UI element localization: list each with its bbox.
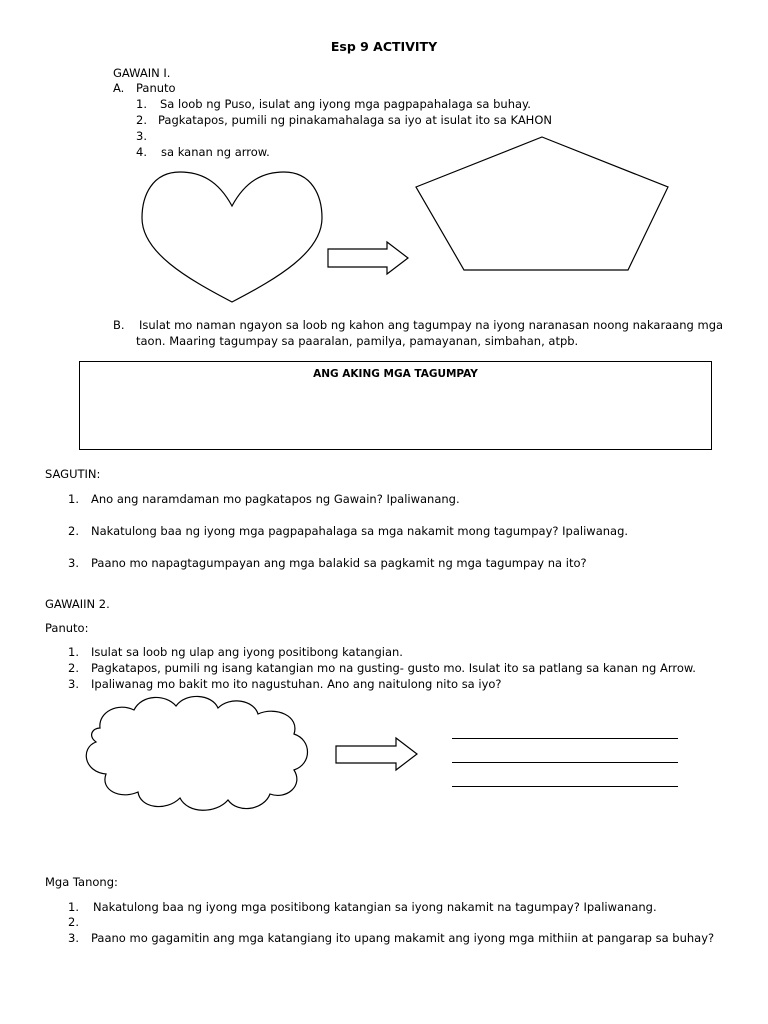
step-text: Pagkatapos, pumili ng isang katangian mo na gusting- gusto mo. Isulat ito sa patlang sa kanan ng Arrow.: [91, 661, 696, 675]
step-text: Ipaliwanag mo bakit mo ito nagustuhan. Ano ang naitulong nito sa iyo?: [91, 677, 502, 691]
step-text: Pagkatapos, pumili ng pinakamahalaga sa iyo at isulat ito sa KAHON: [158, 113, 552, 127]
step-text: Isulat sa loob ng ulap ang iyong positibong katangian.: [91, 645, 403, 659]
question-text: Nakatulong baa ng iyong mga positibong katangian sa iyong nakamit na tagumpay? Ipaliwanang.: [93, 900, 657, 914]
gawain1-heading: GAWAIN I.: [113, 66, 171, 80]
step-number: 2.: [68, 661, 79, 675]
question-text: Ano ang naramdaman mo pagkatapos ng Gawain? Ipaliwanang.: [91, 492, 460, 506]
section-a-label: Panuto: [136, 81, 176, 95]
step-number: 1.: [68, 645, 79, 659]
question-text: Nakatulong baa ng iyong mga pagpapahalaga sa mga nakamit mong tagumpay? Ipaliwanag.: [91, 524, 629, 538]
step-number: 3.: [136, 129, 147, 143]
step-text: sa kanan ng arrow.: [161, 145, 270, 159]
section-a-letter: A.: [113, 81, 125, 95]
answer-line[interactable]: [452, 738, 678, 739]
step-text: Sa loob ng Puso, isulat ang iyong mga pagpapahalaga sa buhay.: [160, 97, 531, 111]
question-number: 2.: [68, 524, 79, 538]
question-number: 3.: [68, 931, 79, 945]
question-number: 3.: [68, 556, 79, 570]
question-text: Paano mo gagamitin ang mga katangiang ito upang makamit ang iyong mga mithiin at pangarap sa buhay?: [91, 931, 715, 945]
answer-line[interactable]: [452, 762, 678, 763]
question-number: 2.: [68, 915, 79, 929]
step-number: 1.: [136, 97, 147, 111]
question-text: Paano mo napagtagumpayan ang mga balakid sa pagkamit ng mga tagumpay na ito?: [91, 556, 587, 570]
page-title: Esp 9 ACTIVITY: [330, 39, 438, 54]
answer-line[interactable]: [452, 786, 678, 787]
question-number: 1.: [68, 900, 79, 914]
section-b-letter: B.: [113, 318, 125, 332]
section-b-line1: Isulat mo naman ngayon sa loob ng kahon ang tagumpay na iyong naranasan noong nakaraang mga: [139, 318, 724, 332]
tagumpay-box-title: ANG AKING MGA TAGUMPAY: [313, 368, 478, 380]
question-number: 1.: [68, 492, 79, 506]
step-number: 2.: [136, 113, 147, 127]
gawain2-panuto: Panuto:: [45, 621, 89, 635]
gawain2-heading: GAWAIIN 2.: [45, 597, 110, 611]
mga-tanong-heading: Mga Tanong:: [45, 875, 118, 889]
step-number: 4.: [136, 145, 147, 159]
step-number: 3.: [68, 677, 79, 691]
sagutin-heading: SAGUTIN:: [45, 467, 101, 481]
section-b-line2: taon. Maaring tagumpay sa paaralan, pamilya, pamayanan, simbahan, atpb.: [136, 334, 579, 348]
